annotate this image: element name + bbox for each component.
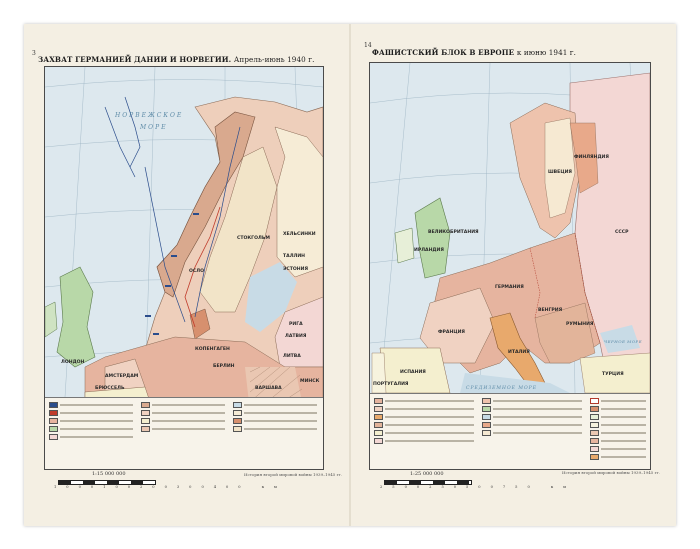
legend-item [374, 430, 474, 436]
country-label-portugal: ПОРТУГАЛИЯ [373, 382, 409, 387]
country-label-turkey: ТУРЦИЯ [602, 372, 624, 377]
legend-item [482, 398, 582, 404]
city-label-stockholm: СТОКГОЛЬМ [237, 236, 270, 241]
legend-item [590, 398, 646, 404]
legend-item [141, 418, 225, 424]
right-page-title [372, 48, 576, 57]
city-label-minsk: МИНСК [300, 379, 320, 384]
norway-map[interactable] [44, 66, 324, 470]
left-title-sub: Апрель-июнь 1940 г. [233, 55, 315, 64]
country-label-ussr: СССР [615, 230, 629, 235]
region-label-latvia: ЛАТВИЯ [285, 334, 307, 339]
country-label-germany: ГЕРМАНИЯ [495, 285, 524, 290]
legend-item [374, 414, 474, 420]
legend-item [374, 398, 474, 404]
legend-item [141, 410, 225, 416]
legend-item [233, 426, 317, 432]
country-label-france: ФРАНЦИЯ [438, 330, 465, 335]
right-credit: История второй мировой войны 1939–1945 гг. [562, 470, 661, 475]
left-page-title [38, 55, 314, 64]
legend-item [482, 406, 582, 412]
legend-item [233, 418, 317, 424]
left-page-number: 3 [32, 50, 36, 57]
country-label-uk: ВЕЛИКОБРИТАНИЯ [428, 230, 479, 235]
country-label-ireland: ИРЛАНДИЯ [414, 248, 444, 253]
legend-item [374, 422, 474, 428]
city-label-amsterdam: АМСТЕРДАМ [105, 374, 139, 379]
legend-item [590, 454, 646, 460]
legend-item [590, 414, 646, 420]
sea-label-black: ЧЕРНОЕ МОРЕ [604, 339, 643, 344]
region-label-lithuania: ЛИТВА [283, 354, 301, 359]
country-label-finland: ФИНЛЯНДИЯ [574, 155, 609, 160]
country-label-italy: ИТАЛИЯ [508, 350, 530, 355]
legend-item [49, 410, 133, 416]
legend-item [233, 402, 317, 408]
right-page-number: 14 [364, 42, 372, 49]
legend-item [590, 438, 646, 444]
right-scale-label: 1:25 000 000 [410, 471, 444, 477]
city-label-oslo: ОСЛО [189, 269, 204, 274]
legend-item [141, 402, 225, 408]
right-scale-ticks: 2500250500750 км [380, 485, 576, 489]
legend-item [49, 426, 133, 432]
country-label-spain: ИСПАНИЯ [400, 370, 426, 375]
legend-item [49, 402, 133, 408]
left-map-legend [45, 397, 323, 470]
sea-label-norwegian: НОРВЕЖСКОЕ [115, 112, 184, 119]
city-label-copenhagen: КОПЕНГАГЕН [195, 347, 230, 352]
city-label-tallinn: ТАЛЛИН [283, 254, 306, 259]
legend-item [590, 430, 646, 436]
city-label-warsaw: ВАРШАВА [255, 386, 282, 391]
city-label-london: ЛОНДОН [61, 360, 85, 365]
legend-item [49, 418, 133, 424]
legend-item [374, 406, 474, 412]
city-label-helsinki: ХЕЛЬСИНКИ [283, 232, 316, 237]
legend-item [233, 410, 317, 416]
right-title-sub: к июню 1941 г. [516, 48, 577, 57]
right-map-legend [370, 393, 650, 470]
legend-item [482, 422, 582, 428]
europe-map[interactable] [369, 62, 651, 470]
legend-item [141, 426, 225, 432]
city-label-berlin: БЕРЛИН [213, 364, 235, 369]
legend-item [374, 438, 474, 444]
legend-item [482, 430, 582, 436]
right-title-main: ФАШИСТСКИЙ БЛОК В ЕВРОПЕ [372, 48, 515, 57]
legend-item [590, 446, 646, 452]
left-title-main: ЗАХВАТ ГЕРМАНИЕЙ ДАНИИ И НОРВЕГИИ. [38, 55, 232, 64]
city-label-brussels: БРЮССЕЛЬ [95, 386, 125, 391]
left-credit: История второй мировой войны 1939–1945 гг. [244, 472, 343, 477]
legend-item [482, 414, 582, 420]
legend-item [590, 406, 646, 412]
country-label-romania: РУМЫНИЯ [566, 322, 594, 327]
legend-item [590, 422, 646, 428]
country-label-hungary: ВЕНГРИЯ [538, 308, 563, 313]
book-gutter [349, 24, 351, 526]
sea-label-more: МОРЕ [140, 124, 168, 131]
country-label-sweden: ШВЕЦИЯ [548, 170, 572, 175]
legend-item [49, 434, 133, 440]
sea-label-mediterranean: СРЕДИЗЕМНОЕ МОРЕ [466, 386, 537, 391]
left-scale-ticks: 1000100200300400 км [54, 485, 287, 489]
city-label-riga: РИГА [289, 322, 303, 327]
region-label-estonia: ЭСТОНИЯ [283, 267, 309, 272]
left-scale-label: 1:15 000 000 [92, 471, 126, 477]
